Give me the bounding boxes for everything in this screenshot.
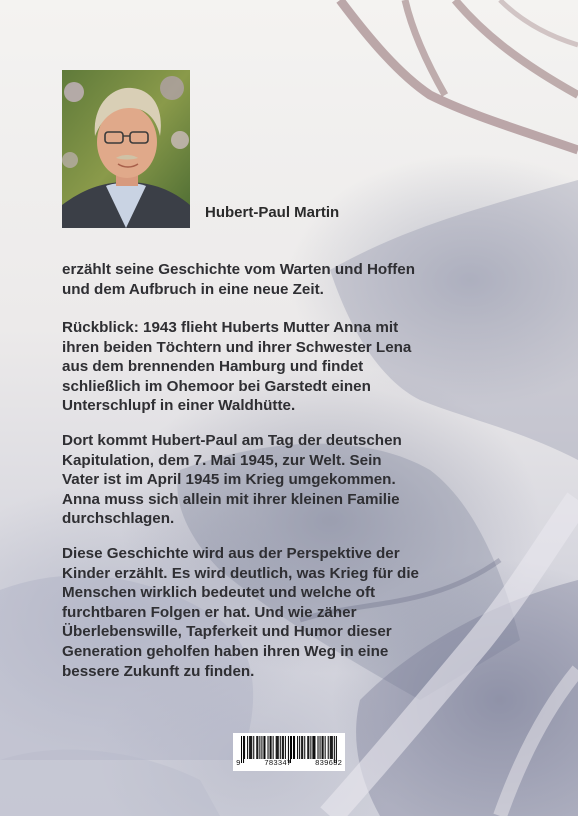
blurb-paragraph: Dort kommt Hubert-Paul am Tag der deutschen Kapitulation, dem 7. Mai 1945, zur Welt. Sein Vater ist im April 1945 im Krieg umgekommen. Anna muss sich allein mit ihrer kleinen Familie durchschlagen. (62, 432, 402, 528)
author-portrait-image (62, 70, 190, 228)
barcode-bar (277, 736, 278, 759)
barcode-bar (247, 736, 248, 759)
barcode-bar (250, 736, 251, 759)
barcode-bar (332, 736, 333, 759)
barcode-digits (233, 760, 345, 768)
barcode-bar (244, 736, 245, 759)
barcode-bar (285, 736, 286, 759)
barcode-bar (271, 736, 272, 759)
barcode-bar (276, 736, 277, 759)
barcode-bar (304, 736, 305, 759)
barcode-bar (241, 736, 242, 763)
barcode-bar (282, 736, 283, 759)
barcode-bar (336, 736, 337, 763)
barcode-bar (270, 736, 271, 759)
barcode-bar (308, 736, 309, 759)
barcode-bar (280, 736, 281, 759)
barcode-bar (259, 736, 260, 759)
barcode-bar (302, 736, 303, 759)
barcode-bar (264, 736, 265, 759)
barcode-bar (325, 736, 326, 759)
barcode-bar (314, 736, 315, 759)
barcode-digit-group: 839632 (314, 760, 342, 768)
barcode-bar (273, 736, 274, 759)
isbn-barcode (233, 733, 345, 771)
blurb-paragraph: Diese Geschichte wird aus der Perspektive der Kinder erzählt. Es wird deutlich, was Krieg für die Menschen wirklich bedeutet und welche oft furchtbaren Folgen er hat. Und wie zäher Überlebenswille, Tapferkeit und Humor dieser Generation geholfen haben ihren Weg in eine bessere Zukunft zu finden. (62, 545, 419, 680)
barcode-bar (253, 736, 254, 759)
blurb-paragraph: erzählt seine Geschichte vom Warten und Hoffen und dem Aufbruch in eine neue Zeit. (62, 261, 416, 298)
barcode-bar (278, 736, 279, 759)
barcode-bar (268, 736, 269, 759)
barcode-digit-group: 783347 (264, 760, 292, 768)
author-photo (62, 70, 190, 228)
barcode-bar (256, 736, 257, 759)
barcode-bar (323, 736, 324, 759)
barcode-bar (243, 736, 244, 763)
barcode-bar (318, 736, 319, 759)
barcode-bar (307, 736, 308, 759)
barcode-bar (291, 736, 292, 759)
barcode-bar (263, 736, 264, 759)
barcode-bar (301, 736, 302, 759)
barcode-bars (233, 733, 345, 763)
barcode-bar (297, 736, 298, 759)
barcode-bar (290, 736, 291, 763)
barcode-bar (288, 736, 289, 763)
barcode-bar (261, 736, 262, 759)
author-name: Hubert-Paul Martin (205, 204, 340, 221)
barcode-bar (251, 736, 252, 759)
barcode-bar (257, 736, 258, 759)
barcode-bar (249, 736, 250, 759)
barcode-bar (293, 736, 294, 759)
barcode-bar (328, 736, 329, 759)
barcode-bar (320, 736, 321, 759)
barcode-bar (322, 736, 323, 759)
barcode-bar (299, 736, 300, 759)
barcode-bar (294, 736, 295, 759)
blurb-paragraph: Rückblick: 1943 flieht Huberts Mutter Anna mit ihren beiden Töchtern und ihrer Schwester Lena aus dem brennenden Hamburg und findet schließlich im Ohemoor bei Garstedt einen Unterschlupf in einer Waldhütte. (62, 319, 412, 415)
barcode-bar (310, 736, 311, 759)
barcode-bar (313, 736, 314, 759)
barcode-digit-group: 9 (236, 760, 241, 768)
barcode-bar (283, 736, 284, 759)
barcode-bar (312, 736, 313, 759)
barcode-bar (334, 736, 335, 763)
barcode-bar (331, 736, 332, 759)
branch-stroke (500, 0, 578, 45)
barcode-bar (330, 736, 331, 759)
